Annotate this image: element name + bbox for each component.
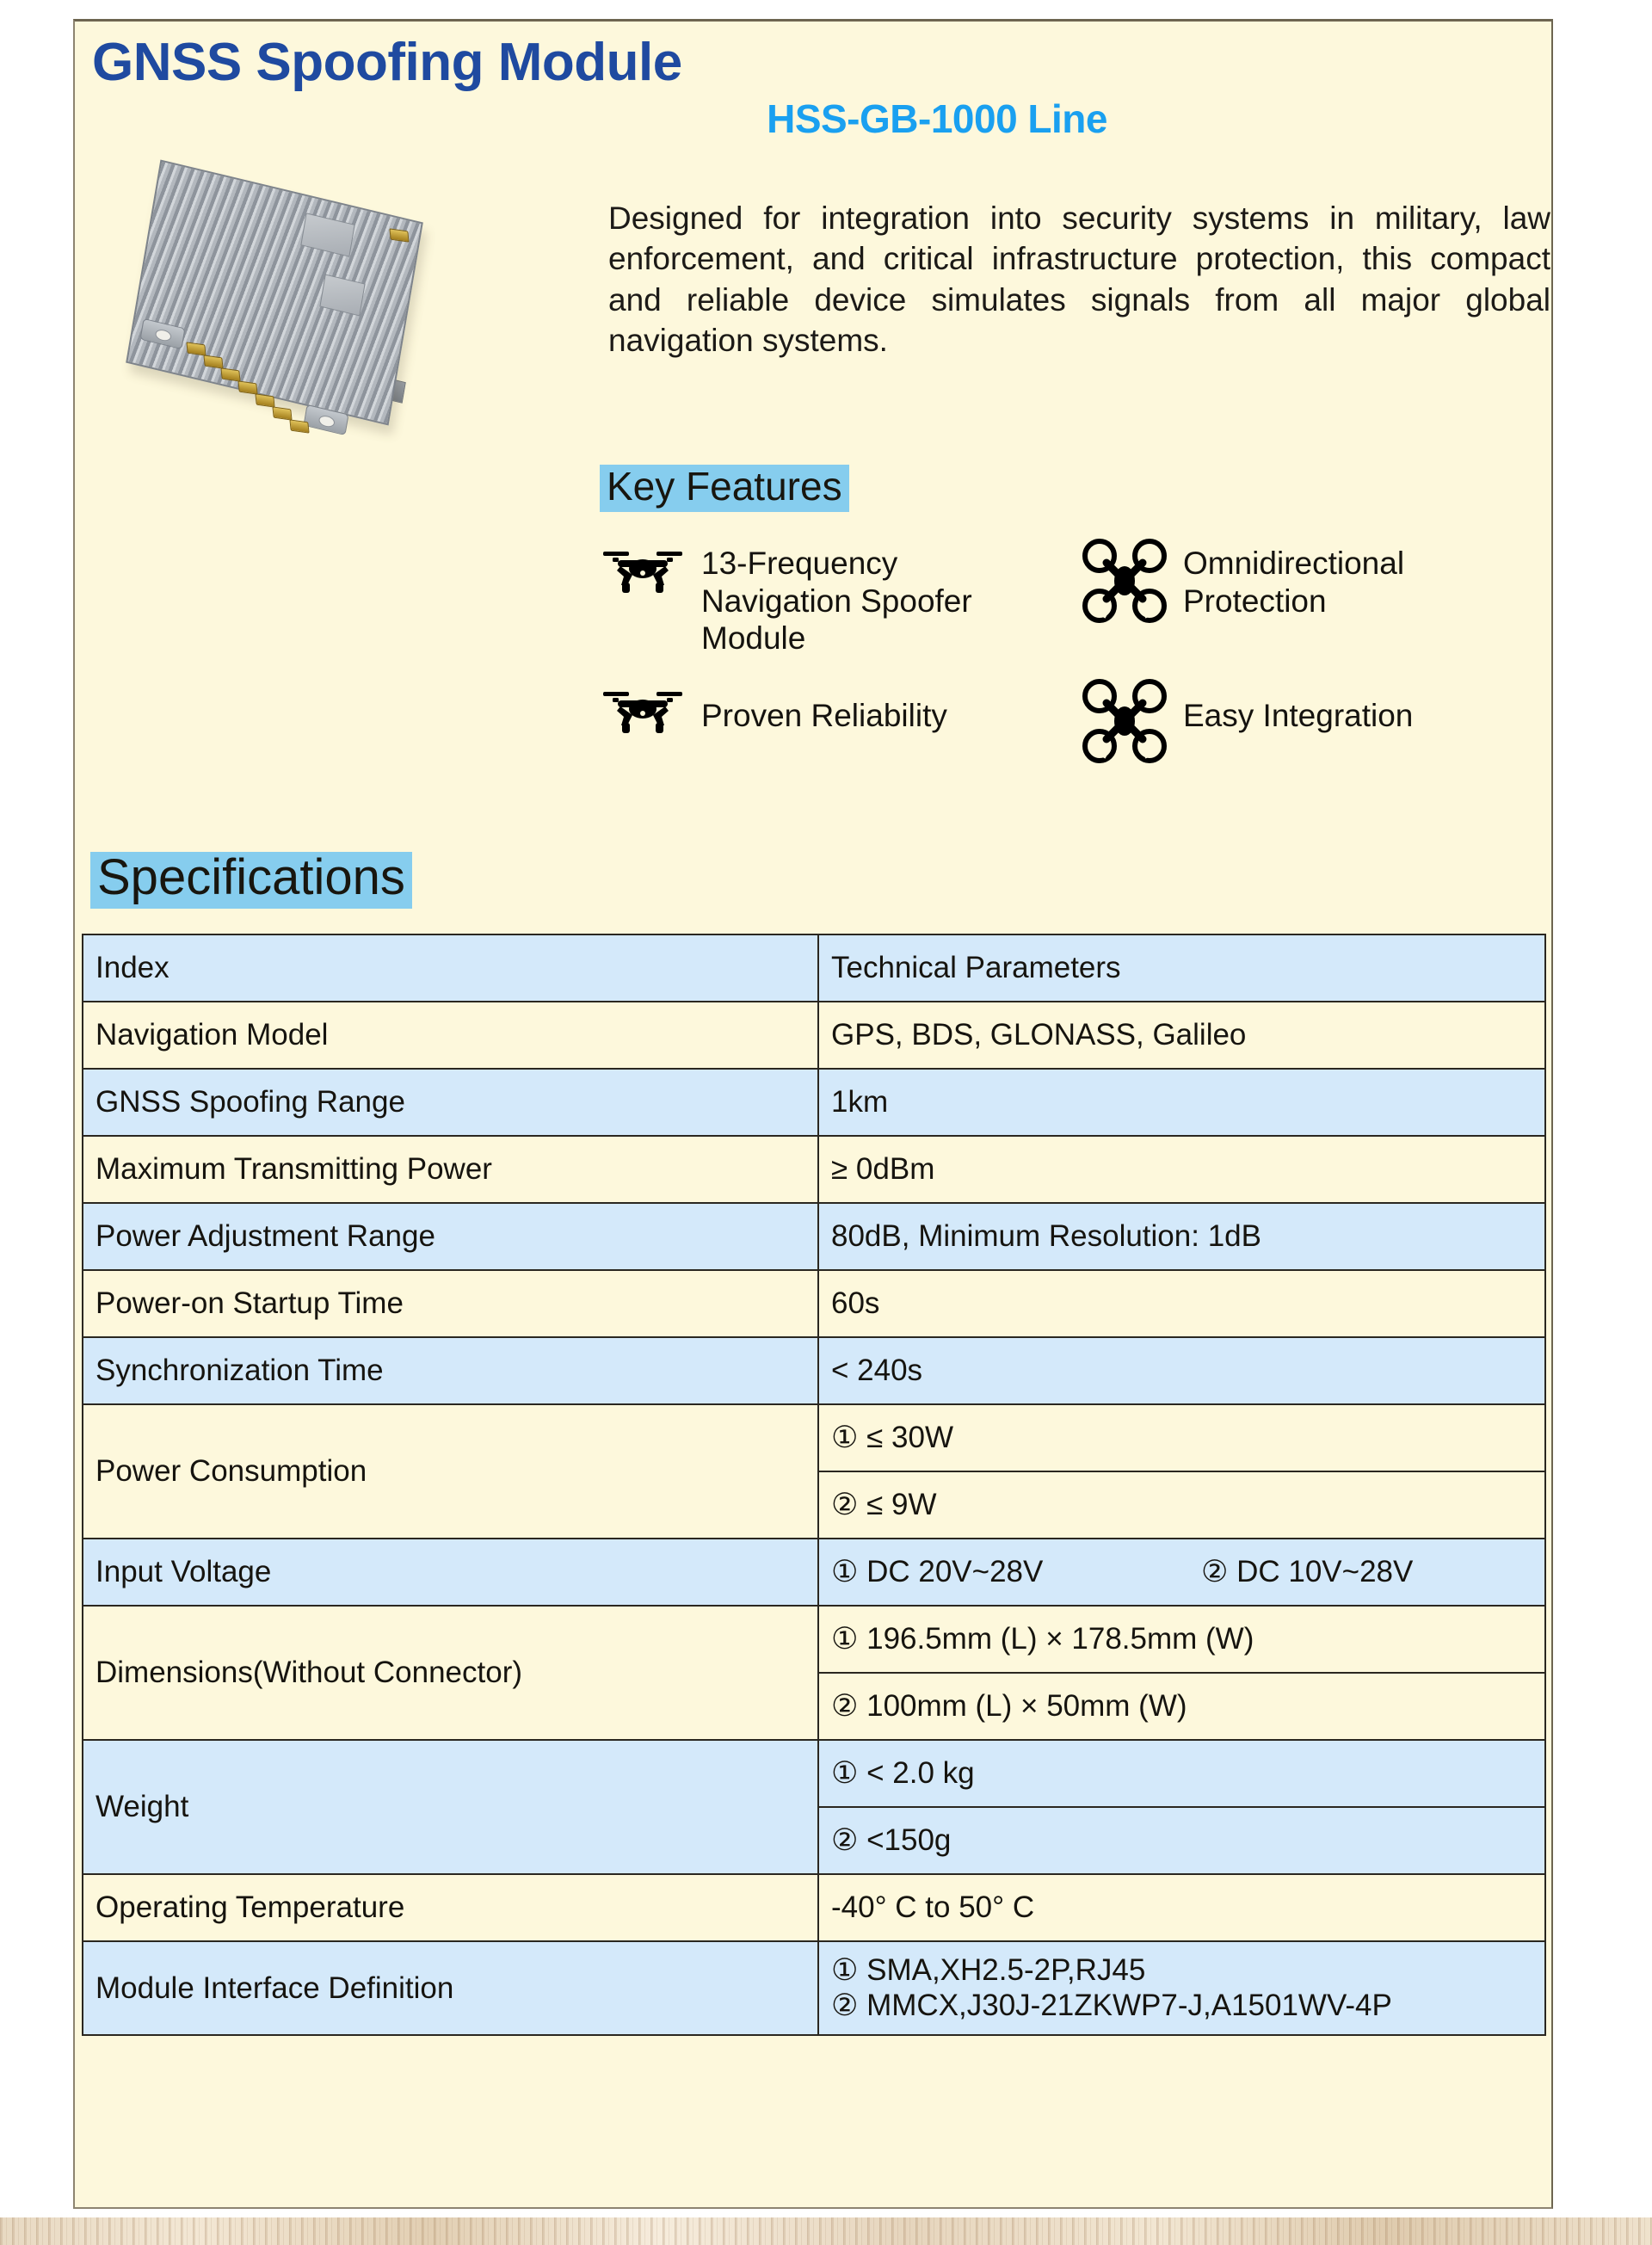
feature-label: Omnidirectional Protection (1183, 546, 1405, 619)
row-label: Dimensions(Without Connector) (83, 1606, 818, 1740)
sma-connector (255, 393, 274, 407)
row-value-a: ① DC 20V~28V (831, 1555, 1044, 1589)
table-row (83, 1002, 1545, 1069)
row-value-1: ① SMA,XH2.5-2P,RJ45 (831, 1953, 1146, 1987)
page-title: GNSS Spoofing Module (92, 33, 682, 92)
key-features-list (600, 538, 1555, 768)
row-label: Power Adjustment Range (83, 1203, 818, 1270)
row-label: Navigation Model (83, 1002, 818, 1069)
sma-connector (289, 419, 309, 433)
device-heatsink-body (126, 159, 423, 425)
product-photo (118, 151, 479, 486)
row-label: Power Consumption (83, 1404, 818, 1539)
row-value-1: ① 196.5mm (L) × 178.5mm (W) (818, 1606, 1545, 1673)
key-features-heading: Key Features (600, 465, 849, 512)
row-label: Power-on Startup Time (83, 1270, 818, 1337)
row-value: 1km (818, 1069, 1545, 1136)
table-row (83, 1874, 1545, 1941)
sma-connector (272, 406, 292, 420)
feature-label: 13-Frequency Navigation Spoofer Module (701, 546, 972, 657)
table-row (83, 1069, 1545, 1136)
row-label: Weight (83, 1740, 818, 1874)
table-row (83, 1740, 1545, 1807)
row-value (818, 1539, 1545, 1606)
table-row (83, 1539, 1545, 1606)
row-value-1: ① ≤ 30W (818, 1404, 1545, 1471)
row-value-2: ② ≤ 9W (818, 1471, 1545, 1539)
feature-item (600, 538, 1047, 657)
page-subtitle: HSS-GB-1000 Line (767, 96, 1107, 141)
table-row (83, 1270, 1545, 1337)
quadcopter-drone-icon (600, 538, 689, 602)
row-label: Maximum Transmitting Power (83, 1136, 818, 1203)
row-value: ≥ 0dBm (818, 1136, 1545, 1203)
drone-rotors-icon (1082, 538, 1171, 628)
row-label: Synchronization Time (83, 1337, 818, 1404)
datasheet-page (73, 19, 1553, 2209)
column-header-index: Index (83, 934, 818, 1002)
table-row (83, 1941, 1545, 2035)
feature-item (1082, 678, 1529, 768)
table-row (83, 1136, 1545, 1203)
feature-item (600, 678, 1047, 768)
table-row (83, 1606, 1545, 1673)
row-label: Input Voltage (83, 1539, 818, 1606)
table-row (83, 1404, 1545, 1471)
row-value-b: ② DC 10V~28V (1201, 1555, 1414, 1589)
wood-desk-background (0, 2217, 1652, 2245)
row-value: < 240s (818, 1337, 1545, 1404)
feature-item (1082, 538, 1529, 657)
row-value: 60s (818, 1270, 1545, 1337)
row-value-1: ① < 2.0 kg (818, 1740, 1545, 1807)
row-value-2: ② MMCX,J30J-21ZKWP7-J,A1501WV-4P (831, 1989, 1392, 2023)
table-row (83, 1337, 1545, 1404)
specifications-heading: Specifications (90, 852, 412, 909)
row-value: GPS, BDS, GLONASS, Galileo (818, 1002, 1545, 1069)
row-value: -40° C to 50° C (818, 1874, 1545, 1941)
feature-label: Proven Reliability (701, 697, 947, 733)
row-value-2: ② <150g (818, 1807, 1545, 1874)
row-label: GNSS Spoofing Range (83, 1069, 818, 1136)
table-row (83, 1203, 1545, 1270)
quadcopter-drone-icon (600, 678, 689, 743)
row-label: Module Interface Definition (83, 1941, 818, 2035)
row-label: Operating Temperature (83, 1874, 818, 1941)
product-description: Designed for integration into security systems in military, law enforcement, and critical infrastructure protection, this compact and reliable device simulates signals from all major global navigation systems. (608, 200, 1550, 359)
specifications-table (82, 934, 1546, 2036)
drone-rotors-icon (1082, 678, 1171, 768)
sma-connector (237, 380, 257, 394)
column-header-parameters: Technical Parameters (818, 934, 1545, 1002)
row-value: 80dB, Minimum Resolution: 1dB (818, 1203, 1545, 1270)
row-value (818, 1941, 1545, 2035)
feature-label: Easy Integration (1183, 697, 1414, 733)
row-value-2: ② 100mm (L) × 50mm (W) (818, 1673, 1545, 1740)
table-header-row (83, 934, 1545, 1002)
